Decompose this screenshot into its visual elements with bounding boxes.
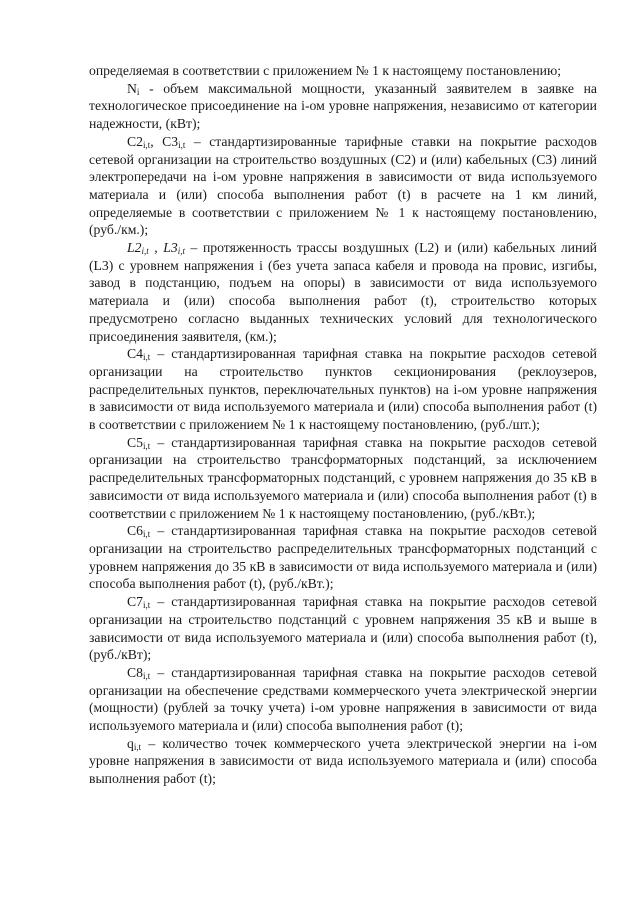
q-subscript: i,t bbox=[133, 741, 142, 752]
c5-subscript: i,t bbox=[142, 440, 151, 451]
l2-symbol: L2 bbox=[127, 240, 142, 256]
c5-symbol: C5 bbox=[127, 434, 143, 450]
n-subscript: i bbox=[136, 86, 140, 97]
intro-text: определяемая в соответствии с приложением № 1 к настоящему постановлению; bbox=[89, 63, 561, 78]
l2-l3-text: – протяженность трассы воздушных (L2) и (или) кабельных линий (L3) с уровнем напряжения i (без учета запаса кабеля и провода на провис, изгибы, завод в подстанцию, подъем на опоры) в зависимости от вида используемого материала и (или) способа выполнения работ (t), строительство которых предусмотрено согласно выданных технических условий для технологического присоединения заявителя, (км.); bbox=[89, 240, 597, 344]
c2-symbol: C2 bbox=[127, 133, 143, 149]
c7-definition bbox=[89, 593, 597, 664]
l2-subscript: i,t bbox=[141, 246, 149, 257]
c8-definition bbox=[89, 664, 597, 735]
c3-subscript: i,t bbox=[178, 139, 186, 150]
q-text: – количество точек коммерческого учета электрической энергии на i-ом уровне напряжения в зависимости от вида используемого материала и (или) способа выполнения работ (t); bbox=[89, 735, 597, 787]
c7-symbol: C7 bbox=[127, 594, 143, 610]
l2-l3-definition bbox=[89, 239, 597, 345]
c6-text: – стандартизированная тарифная ставка на покрытие расходов сетевой организации на строительство распределительных трансформаторных подстанций с уровнем напряжения до 35 кВ в зависимости от вида используемого материала и (или) способа выполнения работ (t), (руб./кВт.); bbox=[89, 523, 597, 592]
c4-definition bbox=[89, 345, 597, 434]
c7-text: – стандартизированная тарифная ставка на покрытие расходов сетевой организации на строительство подстанций с уровнем напряжения 35 кВ и выше в зависимости от вида используемого материала и (или) способа выполнения работ (t), (руб./кВт); bbox=[89, 594, 597, 663]
c8-text: – стандартизированная тарифная ставка на покрытие расходов сетевой организации на обеспечение средствами коммерческого учета электрической энергии (мощности) (рублей за точку учета) i-ом уровне напряжения в зависимости от вида используемого материала и (или) способа выполнения работ (t); bbox=[89, 664, 597, 734]
n-definition bbox=[89, 80, 597, 133]
c7-subscript: i,t bbox=[142, 600, 151, 611]
c3-symbol: , C3 bbox=[150, 133, 179, 149]
c6-symbol: C6 bbox=[127, 523, 143, 539]
c2-c3-text: – стандартизированные тарифные ставки на покрытие расходов сетевой организации на строительство воздушных (C2) и (или) кабельных (C3) линий электропередачи на i-ом уровне напряжения в зависимости от вида используемого материала и (или) способа выполнения работ (t) в расчете на 1 км линий, определяемые в соответствии с приложением № 1 к настоящему постановлению, (руб./км.); bbox=[89, 133, 597, 238]
c6-definition bbox=[89, 522, 597, 593]
c6-subscript: i,t bbox=[142, 529, 151, 540]
document-page bbox=[89, 62, 597, 788]
c2-subscript: i,t bbox=[142, 139, 151, 150]
l3-symbol: , L3 bbox=[148, 240, 178, 256]
c4-symbol: C4 bbox=[127, 346, 143, 362]
l3-subscript: i,t bbox=[177, 246, 185, 257]
q-symbol: q bbox=[127, 735, 134, 751]
c4-subscript: i,t bbox=[142, 352, 151, 363]
c8-symbol: C8 bbox=[127, 664, 143, 680]
c8-subscript: i,t bbox=[142, 670, 151, 681]
c4-text: – стандартизированная тарифная ставка на покрытие расходов сетевой организации на строительство пунктов секционирования (реклоузеров, распределительных пунктов, переключательных пунктов) на i-ом уровне напряжения в зависимости от вида используемого материала и (или) способа выполнения работ (t) в соответствии с приложением № 1 к настоящему постановлению, (руб./шт.); bbox=[89, 346, 597, 433]
q-definition bbox=[89, 735, 597, 788]
c5-definition bbox=[89, 434, 597, 523]
n-symbol: N bbox=[127, 80, 137, 96]
intro-paragraph bbox=[89, 62, 597, 80]
c2-c3-definition bbox=[89, 133, 597, 239]
n-text: - объем максимальной мощности, указанный заявителем в заявке на технологическое присоединение на i-ом уровне напряжения, независимо от категории надежности, (кВт); bbox=[89, 80, 597, 132]
c5-text: – стандартизированная тарифная ставка на покрытие расходов сетевой организации на строительство трансформаторных подстанций, за исключением распределительных трансформаторных подстанций, с уровнем напряжения до 35 кВ в зависимости от вида используемого материала и (или) способа выполнения работ (t) в соответствии с приложением № 1 к настоящему постановлению, (руб./кВт.); bbox=[89, 434, 597, 521]
